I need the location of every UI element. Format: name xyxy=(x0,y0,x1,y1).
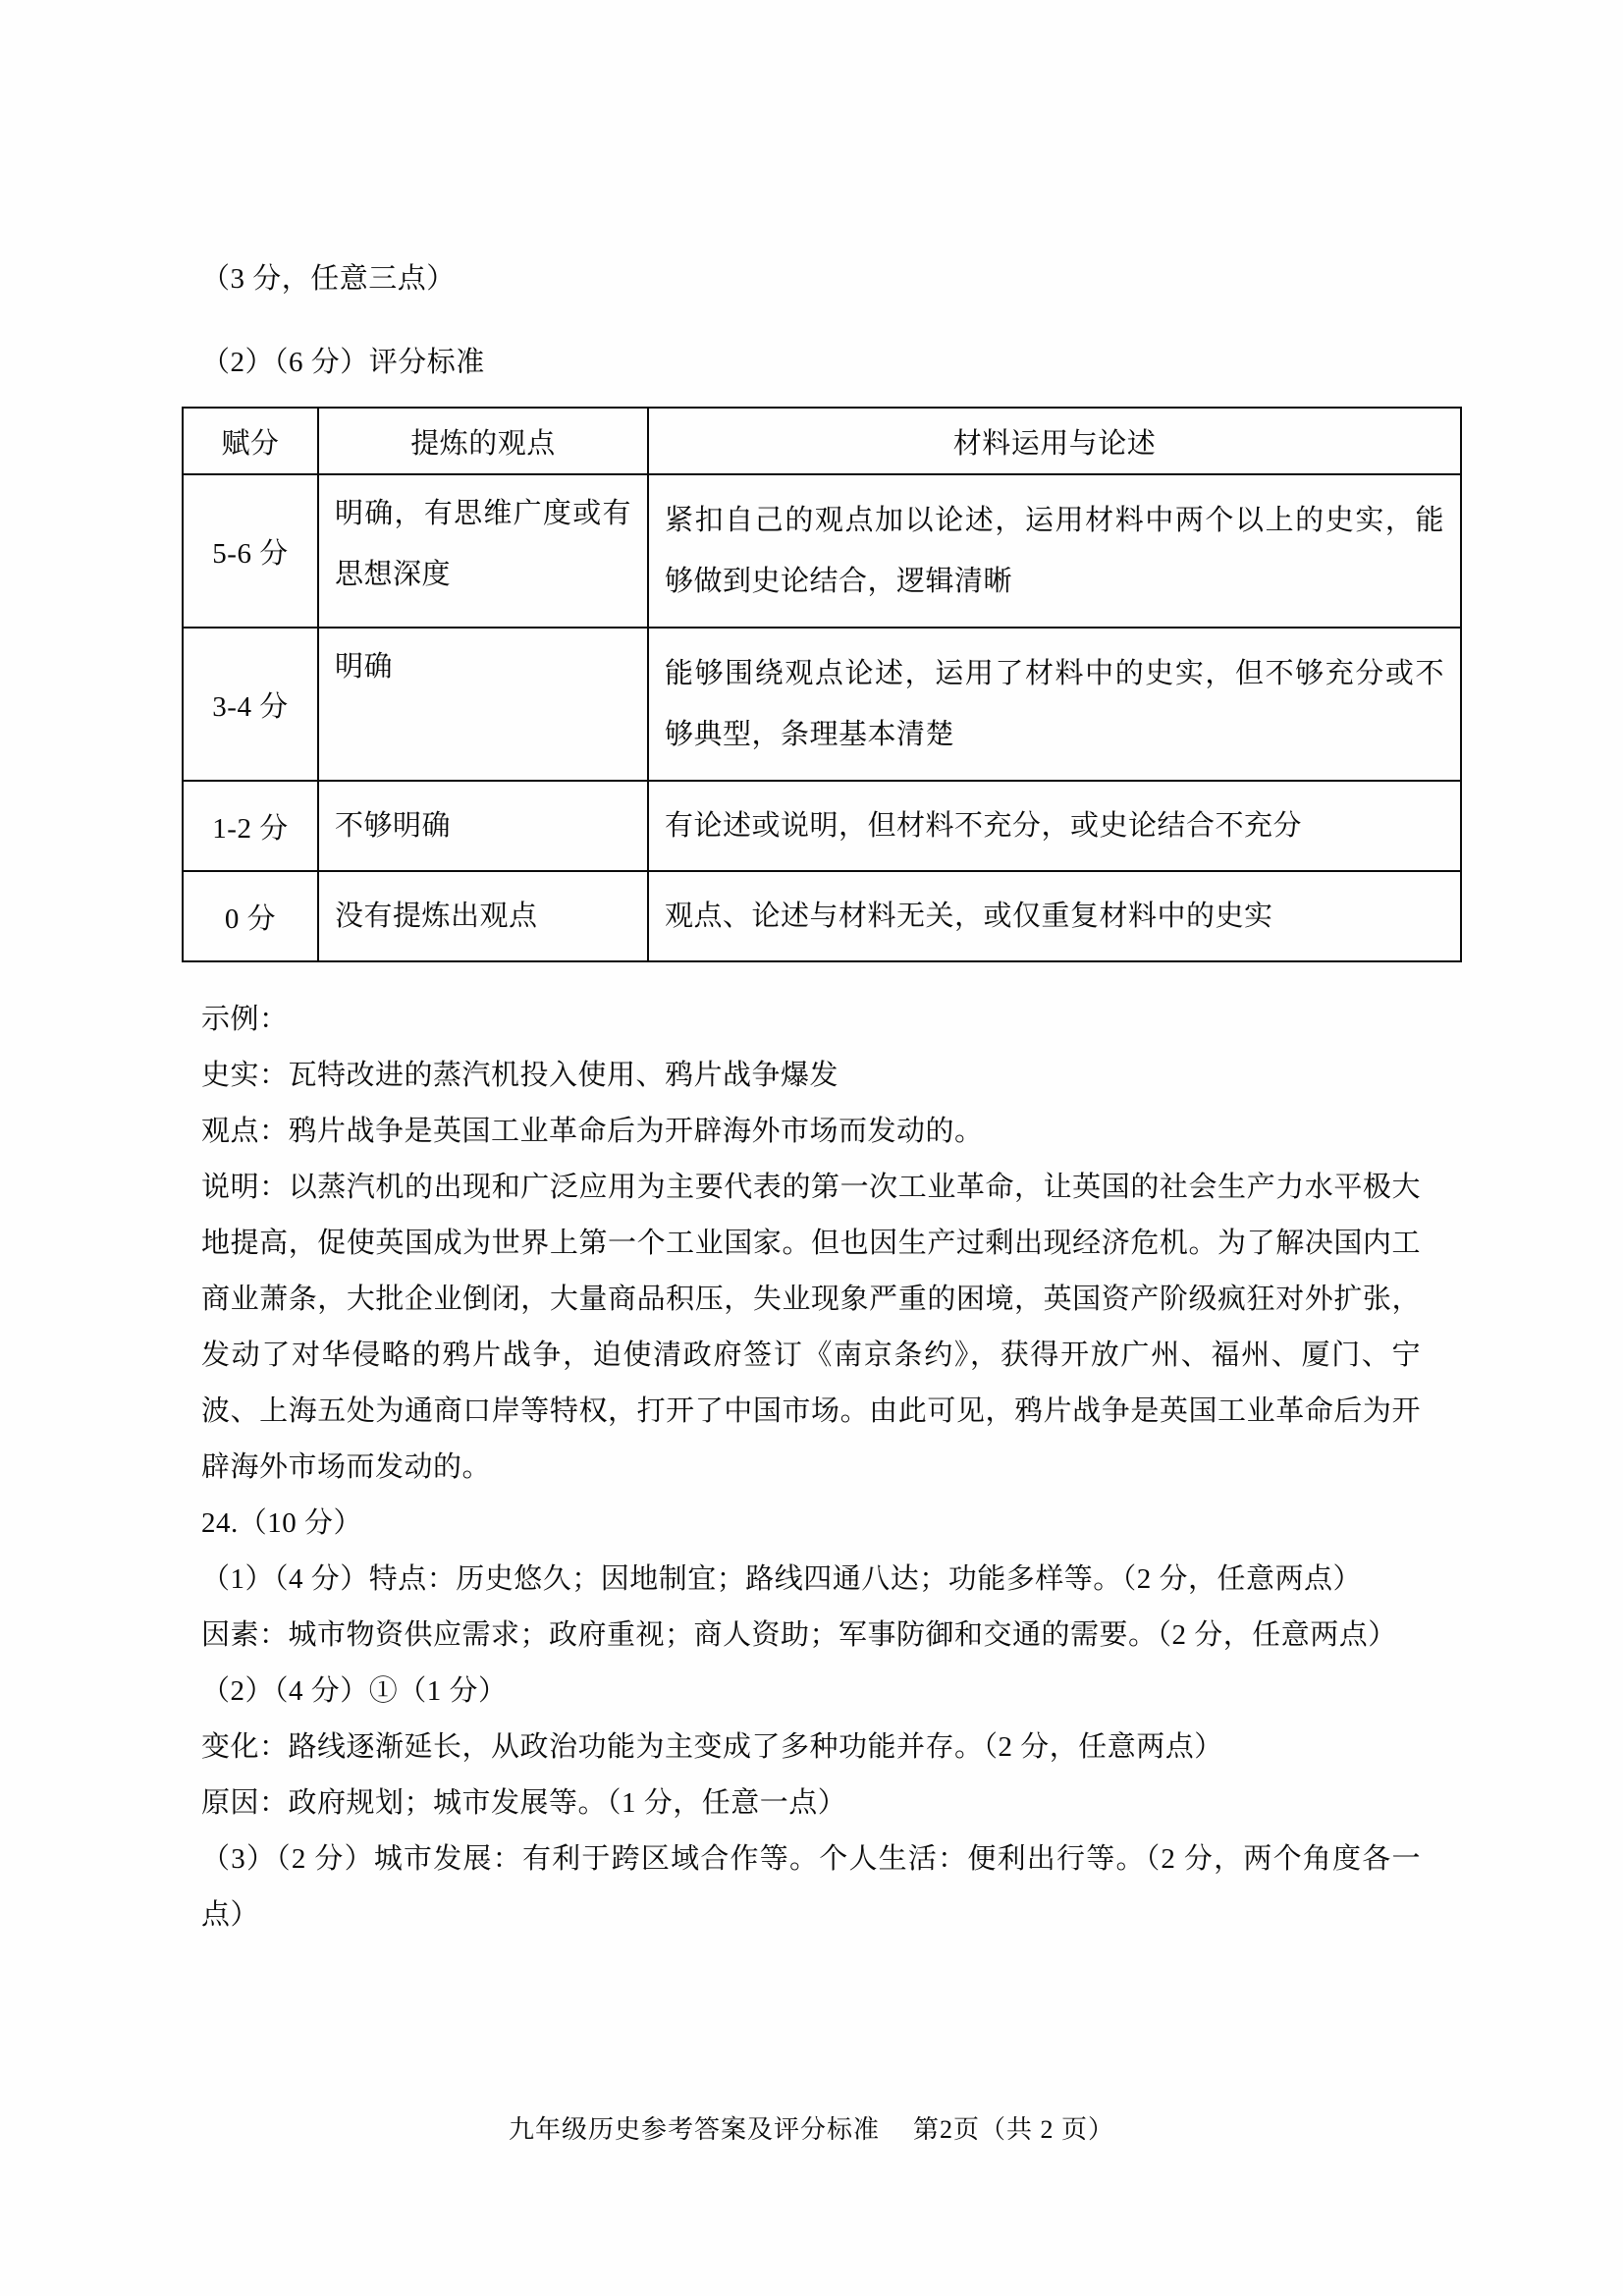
score-cell: 5-6 分 xyxy=(183,474,318,628)
table-row xyxy=(183,474,1461,628)
table-row xyxy=(183,781,1461,871)
rubric-header-row xyxy=(183,408,1461,474)
col-header-usage: 材料运用与论述 xyxy=(648,408,1461,474)
col-header-score: 赋分 xyxy=(183,408,318,474)
col-header-viewpoint: 提炼的观点 xyxy=(318,408,648,474)
answer-line-2: 因素：城市物资供应需求；政府重视；商人资助；军事防御和交通的需要。（2 分，任意两点） xyxy=(201,1619,1397,1651)
viewpoint-cell: 没有提炼出观点 xyxy=(318,871,648,961)
example-viewpoint-line: 观点：鸦片战争是英国工业革命后为开辟海外市场而发动的。 xyxy=(201,1116,984,1147)
rubric-table xyxy=(182,407,1462,962)
score-cell: 0 分 xyxy=(183,871,318,961)
question24-heading: 24.（10 分） xyxy=(201,1507,363,1539)
example-label: 示例： xyxy=(201,1004,289,1035)
answer-line-1: （1）（4 分）特点：历史悠久；因地制宜；路线四通八达；功能多样等。（2 分，任意两点） xyxy=(201,1563,1363,1595)
score-cell: 3-4 分 xyxy=(183,628,318,781)
usage-cell: 紧扣自己的观点加以论述，运用材料中两个以上的史实，能够做到史论结合，逻辑清晰 xyxy=(648,474,1461,628)
table-row xyxy=(183,871,1461,961)
answer-line-5: 原因：政府规划；城市发展等。（1 分，任意一点） xyxy=(201,1787,847,1819)
usage-cell: 有论述或说明，但材料不充分，或史论结合不充分 xyxy=(648,781,1461,871)
example-explanation-paragraph: 说明：以蒸汽机的出现和广泛应用为主要代表的第一次工业革命，让英国的社会生产力水平极大地提高，促使英国成为世界上第一个工业国家。但也因生产过剩出现经济危机。为了解决国内工商业萧条，大批企业倒闭，大量商品积压，失业现象严重的困境，英国资产阶级疯狂对外扩张，发动了对华侵略的鸦片战争，迫使清政府签订《南京条约》，获得开放广州、福州、厦门、宁波、上海五处为通商口岸等特权，打开了中国市场。由此可见，鸦片战争是英国工业革命后为开辟海外市场而发动的。 xyxy=(201,1172,1421,1483)
answer-line-6: （3）（2 分）城市发展：有利于跨区域合作等。个人生活：便利出行等。（2 分，两个角度各一点） xyxy=(201,1843,1421,1931)
viewpoint-cell: 不够明确 xyxy=(318,781,648,871)
page-footer xyxy=(0,2109,1623,2146)
table-row xyxy=(183,628,1461,781)
score-cell: 1-2 分 xyxy=(183,781,318,871)
intro-line-rubric-title: （2）（6 分）评分标准 xyxy=(201,347,485,378)
viewpoint-cell: 明确，有思维广度或有思想深度 xyxy=(318,474,648,628)
intro-line-score-note: （3 分，任意三点） xyxy=(201,263,456,295)
usage-cell: 观点、论述与材料无关，或仅重复材料中的史实 xyxy=(648,871,1461,961)
document-body xyxy=(201,251,1444,1943)
example-fact-line: 史实：瓦特改进的蒸汽机投入使用、鸦片战争爆发 xyxy=(201,1060,839,1091)
viewpoint-cell: 明确 xyxy=(318,628,648,781)
answer-line-3: （2）（4 分）①（1 分） xyxy=(201,1675,508,1707)
answer-line-4: 变化：路线逐渐延长，从政治功能为主变成了多种功能并存。（2 分，任意两点） xyxy=(201,1731,1223,1763)
footer-title: 九年级历史参考答案及评分标准 xyxy=(508,2115,880,2144)
footer-page-number: 第2页（共 2 页） xyxy=(913,2115,1115,2144)
usage-cell: 能够围绕观点论述，运用了材料中的史实，但不够充分或不够典型，条理基本清楚 xyxy=(648,628,1461,781)
